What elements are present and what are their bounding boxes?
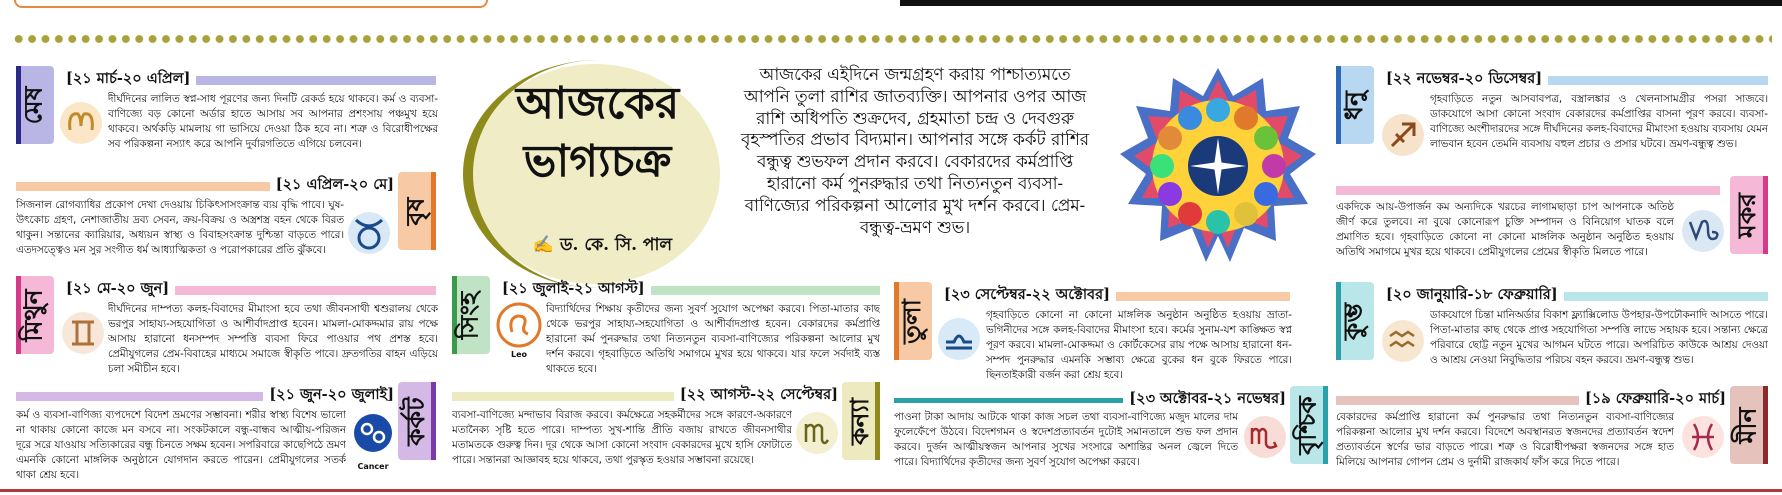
sign-name: বৃষ <box>400 197 430 225</box>
header-bar <box>16 182 270 191</box>
sign-tab-mesh <box>16 66 54 144</box>
sign-text: দীর্ঘদিনের লালিত স্বপ্ন-সাধ পূরণের জন্য দিনটি রেকর্ড হয়ে থাকবে। কর্ম ও ব্যবসা-বাণিজ্যে বড় কোনো অর্ডার হাতে আসায় সব আপনার প্রশংসায় পঞ্চমুখ হয়ে থাকবে। অর্থকড়ি মামলায় গা ভাসিয়ে দেওয়া ঠিক হবে না। শত্রু ও বিরোধীপক্ষের সব পরিকল্পনা নস্যাৎ করে আপনি দুর্বারগতিতে এগিয়ে চলবেন। <box>108 93 438 150</box>
sign-tab-tula <box>894 282 932 360</box>
sign-tab-mithun <box>16 276 54 354</box>
aries-icon <box>58 100 104 146</box>
sign-name: মিথুন <box>18 288 48 342</box>
header-bar <box>196 76 436 85</box>
sign-dates: [১৯ ফেব্রুয়ারি-২০ মার্চ] <box>1585 390 1726 407</box>
header-bar <box>894 398 1123 403</box>
sign-header <box>1386 286 1768 306</box>
sign-header <box>16 176 394 196</box>
sign-header <box>1336 180 1726 200</box>
virgo-icon <box>794 410 840 456</box>
sign-name: তুলা <box>896 298 926 344</box>
sign-dates: [২০ জানুয়ারি-১৮ ফেব্রুয়ারি] <box>1386 286 1558 303</box>
sagittarius-icon <box>1380 112 1426 158</box>
pisces-icon <box>1680 414 1726 460</box>
sign-name: মেষ <box>18 86 48 124</box>
cancer-icon <box>350 412 396 458</box>
sign-text: কর্ম ও ব্যবসা-বাণিজ্য ব্যপদেশে বিদেশ ভ্রমণের সম্ভাবনা। শরীর স্বাস্থ্য বিশেষ ভালো না থাকায় কোনো কাজে মন বসবে না। সংকটকালে বন্ধু-বান্ধব আত্মীয়-পরিজন দূরে সরে যাওয়ায় সত্যিকারের বন্ধু চিনতে সক্ষম হবেন। সপরিবারে কাছেপিঠে ভ্রমণ এমনকি কোনো মাঙ্গলিক অনুষ্ঠানে যোগদান করতে পারেন। প্রেমীযুগলের সতর্ক থাকা শ্রেয় হবে। <box>16 409 346 481</box>
sign-header <box>1386 70 1768 90</box>
sign-text: বিদ্যার্থিদের শিক্ষায় কৃতীদের জন্য সুবর্ণ সুযোগ অপেক্ষা করবে। পিতা-মাতার কাছ থেকে ভরপুর সাহায্য-সহযোগিতা ও আশীর্বাদপ্রাপ্ত হবেন। বেকারদের কর্মপ্রাপ্তি হারানো কর্ম পুনরুদ্ধার তথা নিত্যনতুন ব্যবসা-বাণিজ্যের পরিকল্পনা আলোর মুখ দর্শন করবে। গৃহবাড়িতে অতিথি সমাগমে মুখর হয়ে থাকবে। যার ফলে সর্বদাই ব্যস্ত থাকতে হবে। <box>546 303 880 375</box>
header-bar <box>1336 186 1720 195</box>
sign-name: মীন <box>1732 407 1762 443</box>
header-bar <box>651 286 880 295</box>
sign-text: সিজনাল রোগব্যাধির প্রকোপ দেখা দেওয়ায় চিকিৎসাসংক্রান্ত ব্যয় বৃদ্ধি পাবে। ঘুষ-উৎকোচ গ্রহণ, নেশাজাতীয় দ্রব্য সেবন, ক্রয়-বিক্রয় ও অস্ত্রশস্ত্র বহন থেকে বিরত থাকুন। সন্তানের ক্যারিয়ার, অধ্যয়ন স্বাস্থ্য ও বিবাহসংক্রান্ত দুশ্চিন্তা বাড়তে পারে। এতদসত্ত্বেও মন সুর সংগীত ধর্ম আধ্যাত্মিকতা ও পরোপকারের প্রতি ঝুঁকবে। <box>16 199 344 256</box>
zodiac-wheel-image <box>1118 66 1318 266</box>
sign-tab-brishchik <box>1290 386 1328 464</box>
sign-dates: [২২ আগস্ট-২২ সেপ্টেম্বর] <box>679 386 838 403</box>
top-frame-right <box>900 0 1782 6</box>
libra-icon <box>936 316 982 362</box>
sign-tab-kumbha <box>1336 282 1374 360</box>
top-frame-left <box>14 0 488 8</box>
sign-name: ধনু <box>1338 90 1368 120</box>
author-name: ড. কে. সি. পাল <box>560 235 673 255</box>
sign-header <box>894 390 1286 410</box>
scorpio-icon <box>1242 414 1288 460</box>
feature-intro: আজকের এইদিনে জন্মগ্রহণ করায় পাশ্চাত্যমতে আপনি তুলা রাশির জাতব্যক্তি। আপনার ওপর আজ রাশি অধিপতি শুক্রদেব, গ্রহমাতা চন্দ্র ও দেবগুরু বৃহস্পতির প্রভাব বিদ্যমান। আপনার সঙ্গে কর্কট রাশির বন্ধুত্ব শুভফল প্রদান করবে। বেকারদের কর্মপ্রাপ্তি হারানো কর্ম পুনরুদ্ধার তথা নিত্যনতুন ব্যবসা-বাণিজ্যের পরিকল্পনা আলোর মুখ দর্শন করবে। প্রেম-বন্ধুত্ব-ভ্রমণ শুভ। <box>740 64 1089 237</box>
sign-tab-singha <box>452 276 490 354</box>
header-bar <box>1564 292 1768 301</box>
sign-tab-kanya <box>842 382 880 460</box>
sign-dates: [২৩ অক্টোবর-২১ নভেম্বর] <box>1129 390 1286 407</box>
header-bar <box>1116 292 1290 301</box>
cancer-label: Cancer <box>357 462 389 471</box>
feature-author <box>520 232 685 260</box>
sign-header <box>16 386 394 406</box>
leo-label: Leo <box>510 350 528 359</box>
sign-name: কুম্ভ <box>1338 302 1368 340</box>
feature-title-line1: আজকের <box>515 78 680 129</box>
gemini-icon <box>60 310 106 356</box>
sign-dates: [২১ জুন-২০ জুলাই] <box>269 386 394 403</box>
sign-dates: [২১ মার্চ-২০ এপ্রিল] <box>66 70 191 87</box>
sign-text: ব্যবসা-বাণিজ্যে মন্দাভাব বিরাজ করবে। কর্মক্ষেত্রে সহকর্মীদের সঙ্গে কারণে-অকারণে মতানৈক্য সৃষ্টি হতে পারে। দাম্পত্য সুখ-শান্তি প্রীতি বজায় রাখতে জীবনসাথীর মতামতকে গুরুত্ব দিন। দূর থেকে আসা কোনো সংবাদ বেকারদের মুখে হাসি ফোটাতে পারে। সন্তানরা আজ্ঞাবহ হয়ে থাকবে, তথা পুরস্কৃত হওয়ার সম্ভাবনা রয়েছে। <box>452 409 792 466</box>
feature-title-line2: ভাগ্যচক্র <box>523 136 672 187</box>
header-bar <box>1336 396 1579 405</box>
sign-tab-meen <box>1730 386 1768 464</box>
sign-header <box>944 286 1290 306</box>
header-bar <box>452 392 674 401</box>
pen-icon: ✍ <box>532 235 561 255</box>
sign-dates: [২২ নভেম্বর-২০ ডিসেম্বর] <box>1386 70 1543 87</box>
sign-header <box>1336 390 1726 410</box>
sign-tab-dhanu <box>1336 66 1374 144</box>
sign-dates: [২৩ সেপ্টেম্বর-২২ অক্টোবর] <box>944 286 1110 303</box>
sign-text: পাওনা টাকা আদায় আটকে থাকা কাজ সচল তথা ব্যবসা-বাণিজ্যে মজুদ মালের দাম ফুলেফেঁপে উঠবে। বিদেশগমন ও স্বদেশপ্রত্যাবর্তন দুটোই সমানতালে শুভ ফল প্রদান করবে। দুর্জন আত্মীয়স্বজন আপনার সুখের সংসারে অশান্তির অনল জ্বেলে দিতে পারে। বিদ্যার্থিদের কৃতীদের জন্য সুবর্ণ সুযোগ অপেক্ষা করবে। <box>894 411 1238 468</box>
sign-header <box>66 70 436 90</box>
sign-dates: [২১ মে-২০ জুন] <box>66 280 170 297</box>
sign-text: একদিকে আয়-উপার্জন কম অন্যদিকে খরচের লাগামছাড়া চাপ আপনাকে অতিষ্ঠ জীর্ণ করে তুলবে। না বুঝে কোনোরূপ চুক্তি সম্পাদন ও বিনিয়োগ ঘাতক বলে প্রমাণিত হবে। গৃহবাড়িতে কোনো না কোনো মাঙ্গলিক অনুষ্ঠান অনুষ্ঠিত হওয়ায় অতিথি সমাগমে মুখর হয়ে থাকবে। প্রেমীযুগলের প্রেমের স্বীকৃতি মিলতে পারে। <box>1336 201 1674 258</box>
sign-text: বেকারদের কর্মপ্রাপ্তি হারানো কর্ম পুনরুদ্ধার তথা নিত্যনতুন ব্যবসা-বাণিজ্যের পরিকল্পনা আলোর মুখ দর্শন করবে। বিদেশে অবস্থানরত স্বজনদের প্রত্যাবর্তন স্বদেশ প্রত্যাবর্তনে স্বর্ণের ভার বাড়তে পারে। শত্রু ও বিরোধীপক্ষরা স্বজনদের সঙ্গে হাত মিলিয়ে আপনার গোপন প্রেম ও দুর্নামী রাজকার্য ফাঁস করে দিতে পারে। <box>1336 411 1674 468</box>
sign-name: কন্যা <box>844 397 874 445</box>
sign-header <box>452 386 838 406</box>
dotted-divider <box>12 34 1772 44</box>
header-bar <box>16 392 263 401</box>
leo-icon <box>496 302 542 348</box>
sign-header <box>66 280 436 300</box>
sign-tab-makar <box>1730 176 1768 254</box>
sign-header <box>502 280 880 300</box>
sign-tab-brisha <box>398 172 436 250</box>
sign-text: দীর্ঘদিনের দাম্পত্য কলহ-বিবাদের মীমাংসা হবে তথা জীবনসাথী শ্বশুরালয় থেকে ভরপুর সাহায্য-সহযোগিতা ও আশীর্বাদপ্রাপ্ত হবেন। মামলা-মোকদ্দমার রায় পক্ষে আসায় হারানো ধনসম্পদ সম্পত্তি ব্যবসা ফিরে পাওয়ার পথ প্রশস্ত হবে। প্রেমীযুগলের প্রেম-বিবাহের মাধ্যমে সমাজে স্বীকৃতি পাবে। দ্রুতগতির বাহন এড়িয়ে চলা সমীচীন হবে। <box>108 303 438 375</box>
sign-text: গৃহবাড়িতে নতুন আসবাবপত্র, বস্ত্রালঙ্কার ও খেলনাসামগ্রীর পসরা সাজবে। ডাকযোগে আসা কোনো সংবাদ বেকারদের কর্মপ্রাপ্তির বাসনা পূরণ করবে। ব্যবসা-বাণিজ্যে অংশীদারদের সঙ্গে দীর্ঘদিনের কলহ-বিবাদের মীমাংসা হওয়ায় ব্যবসায় যেমন লাভবান হবেন তেমনি ব্যবসায় বহুল প্রচার ও প্রসার ঘটবে। ভ্রমণ-বন্ধুত্ব শুভ। <box>1430 93 1768 150</box>
header-bar <box>1548 76 1768 85</box>
aquarius-icon <box>1380 318 1426 364</box>
capricorn-icon <box>1680 208 1726 254</box>
sign-name: বৃশ্চিক <box>1292 395 1322 455</box>
sign-text: গৃহবাড়িতে কোনো না কোনো মাঙ্গলিক অনুষ্ঠান অনুষ্ঠিত হওয়ায় ভ্রাতা-ভগিনীদের সঙ্গে কলহ-বিবাদের মীমাংসা হবে। কর্মের সুনাম-যশ কাঙ্ক্ষিত স্বপ্ন পূরণ করবে। মামলা-মোকদ্দমা ও কোর্টকেসের রায় পক্ষে আসায় হারানো ধন-সম্পদ পুনরুদ্ধার এমনকি সম্ভাব্য ক্ষেত্রে বুকের ধন বুকে ফিরতে পারে। ছিনতাইকারী বর্জন করা শ্রেয় হবে। <box>986 309 1292 381</box>
sign-name: মকর <box>1732 192 1762 238</box>
sign-dates: [২১ জুলাই-২১ আগস্ট] <box>502 280 645 297</box>
bottom-rule <box>0 489 1782 492</box>
sign-name: কর্কট <box>400 396 430 446</box>
sign-tab-karkat <box>398 382 436 460</box>
sign-name: সিংহ <box>454 291 484 339</box>
sign-text: ডাকযোগে চিন্তা মানিঅর্ডার বিকাশ ফ্ল্যাক্সিলোড উপহার-উপঢৌকনাদি আসতে পারে। পিতা-মাতার কাছ থেকে প্রাপ্ত সহযোগিতা সম্পত্তি লাভে সহায়ক হবে। সন্তান্য ক্ষেত্রে পরিবারে ছোট্ট নতুন মুখের আগমন ঘটতে পারে। অপরিচিত কাউকে আশ্রয় দেওয়া ও আশ্রয় নেওয়া নিবুদ্ধিতার পরিচয় বহন করবে। ভ্রমণ-বন্ধুত্ব শুভ। <box>1430 309 1768 366</box>
header-bar <box>175 286 436 295</box>
sign-dates: [২১ এপ্রিল-২০ মে] <box>275 176 394 193</box>
taurus-icon <box>346 210 392 256</box>
